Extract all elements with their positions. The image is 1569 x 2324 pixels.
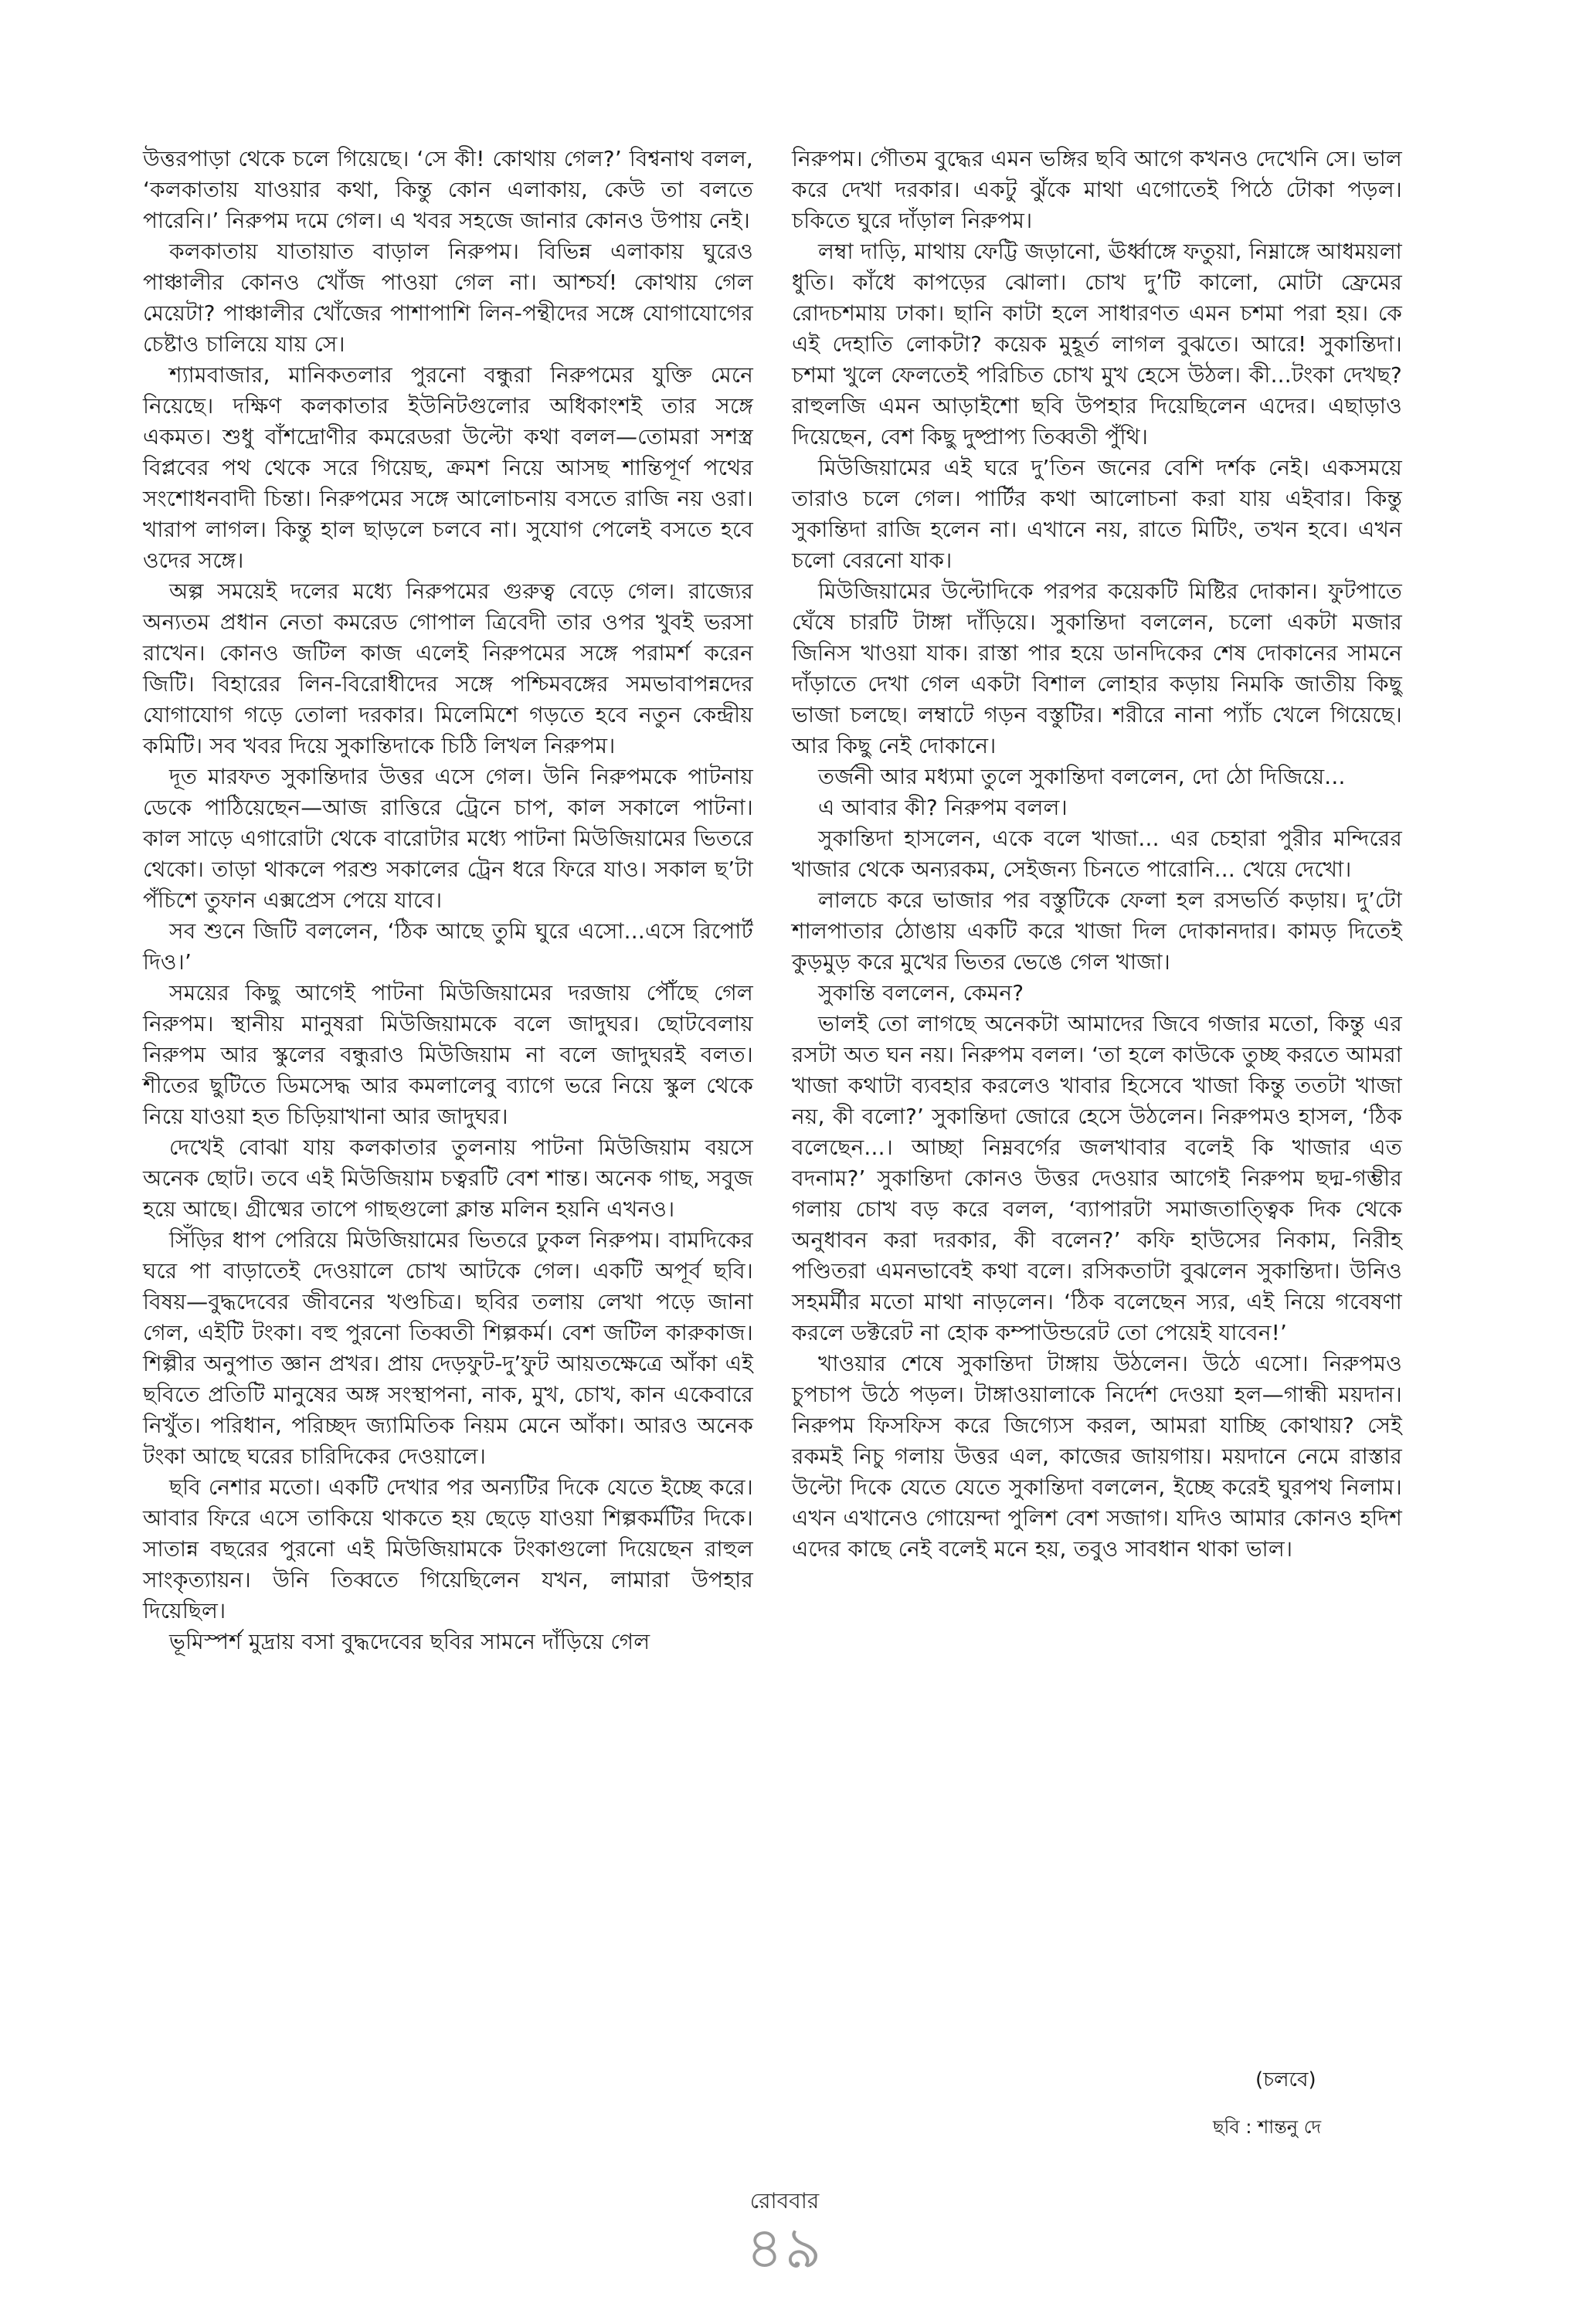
paragraph: মিউজিয়ামের উল্টোদিকে পরপর কয়েকটি মিষ্টির দোকান। ফুটপাতে ঘেঁষে চারটি টাঙ্গা দাঁড়িয়ে। সুকান্তিদা বললেন, চলো একটা মজার জিনিস খাওয়া যাক। রাস্তা পার হয়ে ডানদিকের শেষ দোকানের সামনে দাঁড়াতে দেখা গেল একটা বিশাল লোহার কড়ায় নিমকি জাতীয় কিছু ভাজা চলছে। লম্বাটে গড়ন বস্তুটির। শরীরে নানা প্যাঁচ খেলে গিয়েছে। আর কিছু নেই দোকানে।: [792, 578, 1402, 758]
right-column: [792, 144, 1402, 1565]
paragraph: ভালই তো লাগছে অনেকটা আমাদের জিবে গজার মতো, কিন্তু এর রসটা অত ঘন নয়। নিরুপম বলল। ‘তা হলে কাউকে তুচ্ছ করতে আমরা খাজা কথাটা ব্যবহার করলেও খাবার হিসেবে খাজা কিন্তু ততটা খাজা নয়, কী বলো?’ সুকান্তিদা জোরে হেসে উঠলেন। নিরুপমও হাসল, ‘ঠিক বলেছেন...। আচ্ছা নিম্নবর্গের জলখাবার বলেই কি খাজার এত বদনাম?’ সুকান্তিদা কোনও উত্তর দেওয়ার আগেই নিরুপম ছদ্ম-গম্ভীর গলায় চোখ বড় করে বলল, ‘ব্যাপারটা সমাজতাত্ত্বিক দিক থেকে অনুধাবন করা দরকার, কী বলেন?’ কফি হাউসের নিকাম, নিরীহ পণ্ডিতরা এমনভাবেই কথা বলে। রসিকতাটা বুঝলেন সুকান্তিদা। উনিও সহমর্মীর মতো মাথা নাড়লেন। ‘ঠিক বলেছেন স্যর, এই নিয়ে গবেষণা করলে ডক্টরেট না হোক কম্পাউন্ডরেট তো পেয়েই যাবেন!’: [792, 1011, 1402, 1345]
paragraph: সুকান্তিদা হাসলেন, একে বলে খাজা... এর চেহারা পুরীর মন্দিরের খাজার থেকে অন্যরকম, সেইজন্য চিনতে পারোনি... খেয়ে দেখো।: [792, 826, 1402, 882]
left-column: [143, 144, 753, 1657]
paragraph: লম্বা দাড়ি, মাথায় ফেট্টি জড়ানো, ঊর্ধ্বাঙ্গে ফতুয়া, নিম্নাঙ্গে আধময়লা ধুতি। কাঁধে কাপড়ের ঝোলা। চোখ দু’টি কালো, মোটা ফ্রেমের রোদচশমায় ঢাকা। ছানি কাটা হলে সাধারণত এমন চশমা পরা হয়। কে এই দেহাতি লোকটা? কয়েক মুহূর্ত লাগল বুঝতে। আরে! সুকান্তিদা। চশমা খুলে ফেলতেই পরিচিত চোখ মুখ হেসে উঠল। কী...টংকা দেখছ? রাহুলজি এমন আড়াইশো ছবি উপহার দিয়েছিলেন এদের। এছাড়াও দিয়েছেন, বেশ কিছু দুষ্প্রাপ্য তিব্বতী পুঁথি।: [792, 239, 1402, 450]
paragraph: খাওয়ার শেষে সুকান্তিদা টাঙ্গায় উঠলেন। উঠে এসো। নিরুপমও চুপচাপ উঠে পড়ল। টাঙ্গাওয়ালাকে নির্দেশ দেওয়া হল—গান্ধী ময়দান। নিরুপম ফিসফিস করে জিগ্যেস করল, আমরা যাচ্ছি কোথায়? সেই রকমই নিচু গলায় উত্তর এল, কাজের জায়গায়। ময়দানে নেমে রাস্তার উল্টো দিকে যেতে যেতে সুকান্তিদা বললেন, ইচ্ছে করেই ঘুরপথ নিলাম। এখন এখানেও গোয়েন্দা পুলিশ বেশ সজাগ। যদিও আমার কোনও হদিশ এদের কাছে নেই বলেই মনে হয়, তবুও সাবধান থাকা ভাল।: [792, 1351, 1402, 1562]
paragraph: ভূমিস্পর্শ মুদ্রায় বসা বুদ্ধদেবের ছবির সামনে দাঁড়িয়ে গেল: [169, 1629, 650, 1654]
paragraph: দূত মারফত সুকান্তিদার উত্তর এসে গেল। উনি নিরুপমকে পাটনায় ডেকে পাঠিয়েছেন—আজ রাত্তিরে ট্রেনে চাপ, কাল সকালে পাটনা। কাল সাড়ে এগারোটা থেকে বারোটার মধ্যে পাটনা মিউজিয়ামের ভিতরে থেকো। তাড়া থাকলে পরশু সকালের ট্রেন ধরে ফিরে যাও। সকাল ছ’টা পঁচিশে তুফান এক্সপ্রেস পেয়ে যাবে।: [143, 764, 753, 913]
paragraph: সুকান্তি বললেন, কেমন?: [818, 980, 1024, 1006]
paragraph: লালচে করে ভাজার পর বস্তুটিকে ফেলা হল রসভর্তি কড়ায়। দু’টো শালপাতার ঠোঙায় একটি করে খাজা দিল দোকানদার। কামড় দিতেই কুড়মুড় করে মুখের ভিতর ভেঙে গেল খাজা।: [792, 887, 1402, 975]
paragraph: দেখেই বোঝা যায় কলকাতার তুলনায় পাটনা মিউজিয়াম বয়সে অনেক ছোট। তবে এই মিউজিয়াম চত্বরটি বেশ শান্ত। অনেক গাছ, সবুজ হয়ে আছে। গ্রীষ্মের তাপে গাছগুলো ক্লান্ত মলিন হয়নি এখনও।: [143, 1135, 753, 1222]
paragraph: কলকাতায় যাতায়াত বাড়াল নিরুপম। বিভিন্ন এলাকায় ঘুরেও পাঞ্চালীর কোনও খোঁজ পাওয়া গেল না। আশ্চর্য! কোথায় গেল মেয়েটা? পাঞ্চালীর খোঁজের পাশাপাশি লিন-পন্থীদের সঙ্গে যোগাযোগের চেষ্টাও চালিয়ে যায় সে।: [143, 239, 753, 357]
continued-label: (চলবে): [1255, 2068, 1316, 2092]
page-number: ৪৯: [745, 2215, 824, 2282]
paragraph: শ্যামবাজার, মানিকতলার পুরনো বন্ধুরা নিরুপমের যুক্তি মেনে নিয়েছে। দক্ষিণ কলকাতার ইউনিটগুলোর অধিকাংশই তার সঙ্গে একমত। শুধু বাঁশদ্রোণীর কমরেডরা উল্টো কথা বলল—তোমরা সশস্ত্র বিপ্লবের পথ থেকে সরে গিয়েছ, ক্রমশ নিয়ে আসছ শান্তিপূর্ণ পথের সংশোধনবাদী চিন্তা। নিরুপমের সঙ্গে আলোচনায় বসতে রাজি নয় ওরা। খারাপ লাগল। কিন্তু হাল ছাড়লে চলবে না। সুযোগ পেলেই বসতে হবে ওদের সঙ্গে।: [143, 362, 753, 573]
illustration-credit: ছবি : শান্তনু দে: [1213, 2116, 1322, 2138]
paragraph: সময়ের কিছু আগেই পাটনা মিউজিয়ামের দরজায় পৌঁছে গেল নিরুপম। স্থানীয় মানুষরা মিউজিয়ামকে বলে জাদুঘর। ছোটবেলায় নিরুপম আর স্কুলের বন্ধুরাও মিউজিয়াম না বলে জাদুঘরই বলত। শীতের ছুটিতে ডিমসেদ্ধ আর কমলালেবু ব্যাগে ভরে নিয়ে স্কুল থেকে নিয়ে যাওয়া হত চিড়িয়াখানা আর জাদুঘর।: [143, 980, 753, 1129]
paragraph: মিউজিয়ামের এই ঘরে দু’তিন জনের বেশি দর্শক নেই। একসময়ে তারাও চলে গেল। পার্টির কথা আলোচনা করা যায় এইবার। কিন্তু সুকান্তিদা রাজি হলেন না। এখানে নয়, রাতে মিটিং, তখন হবে। এখন চলো বেরনো যাক।: [792, 455, 1402, 573]
paragraph: তর্জনী আর মধ্যমা তুলে সুকান্তিদা বললেন, দো ঠো দিজিয়ে...: [818, 764, 1346, 789]
paragraph: এ আবার কী? নিরুপম বলল।: [818, 795, 1068, 820]
paragraph: উত্তরপাড়া থেকে চলে গিয়েছে। ‘সে কী! কোথায় গেল?’ বিশ্বনাথ বলল, ‘কলকাতায় যাওয়ার কথা, কিন্তু কোন এলাকায়, কেউ তা বলতে পারেনি।’ নিরুপম দমে গেল। এ খবর সহজে জানার কোনও উপায় নেই।: [143, 146, 753, 233]
paragraph: সিঁড়ির ধাপ পেরিয়ে মিউজিয়ামের ভিতরে ঢুকল নিরুপম। বামদিকের ঘরে পা বাড়াতেই দেওয়ালে চোখ আটকে গেল। একটি অপূর্ব ছবি। বিষয়—বুদ্ধদেবের জীবনের খণ্ডচিত্র। ছবির তলায় লেখা পড়ে জানা গেল, এইটি টংকা। বহু পুরনো তিব্বতী শিল্পকর্ম। বেশ জটিল কারুকাজ। শিল্পীর অনুপাত জ্ঞান প্রখর। প্রায় দেড়ফুট-দু’ফুট আয়তক্ষেত্রে আঁকা এই ছবিতে প্রতিটি মানুষের অঙ্গ সংস্থাপনা, নাক, মুখ, চোখ, কান একেবারে নিখুঁত। পরিধান, পরিচ্ছদ জ্যামিতিক নিয়ম মেনে আঁকা। আরও অনেক টংকা আছে ঘরের চারিদিকের দেওয়ালে।: [143, 1227, 753, 1469]
paragraph: নিরুপম। গৌতম বুদ্ধের এমন ভঙ্গির ছবি আগে কখনও দেখেনি সে। ভাল করে দেখা দরকার। একটু ঝুঁকে মাথা এগোতেই পিঠে টোকা পড়ল। চকিতে ঘুরে দাঁড়াল নিরুপম।: [792, 146, 1402, 233]
paragraph: ছবি নেশার মতো। একটি দেখার পর অন্যটির দিকে যেতে ইচ্ছে করে। আবার ফিরে এসে তাকিয়ে থাকতে হয় ছেড়ে যাওয়া শিল্পকর্মটির দিকে। সাতান্ন বছরের পুরনো এই মিউজিয়ামকে টংকাগুলো দিয়েছেন রাহুল সাংকৃত্যায়ন। উনি তিব্বতে গিয়েছিলেন যখন, লামারা উপহার দিয়েছিল।: [143, 1474, 753, 1623]
paragraph: অল্প সময়েই দলের মধ্যে নিরুপমের গুরুত্ব বেড়ে গেল। রাজ্যের অন্যতম প্রধান নেতা কমরেড গোপাল ত্রিবেদী তার ওপর খুবই ভরসা রাখেন। কোনও জটিল কাজ এলেই নিরুপমের সঙ্গে পরামর্শ করেন জিটি। বিহারের লিন-বিরোধীদের সঙ্গে পশ্চিমবঙ্গের সমভাবাপন্নদের যোগাযোগ গড়ে তোলা দরকার। মিলেমিশে গড়তে হবে নতুন কেন্দ্রীয় কমিটি। সব খবর দিয়ে সুকান্তিদাকে চিঠি লিখল নিরুপম।: [143, 578, 753, 758]
paragraph: সব শুনে জিটি বললেন, ‘ঠিক আছে তুমি ঘুরে এসো...এসে রিপোর্ট দিও।’: [143, 918, 753, 975]
section-label: রোববার: [749, 2188, 820, 2214]
